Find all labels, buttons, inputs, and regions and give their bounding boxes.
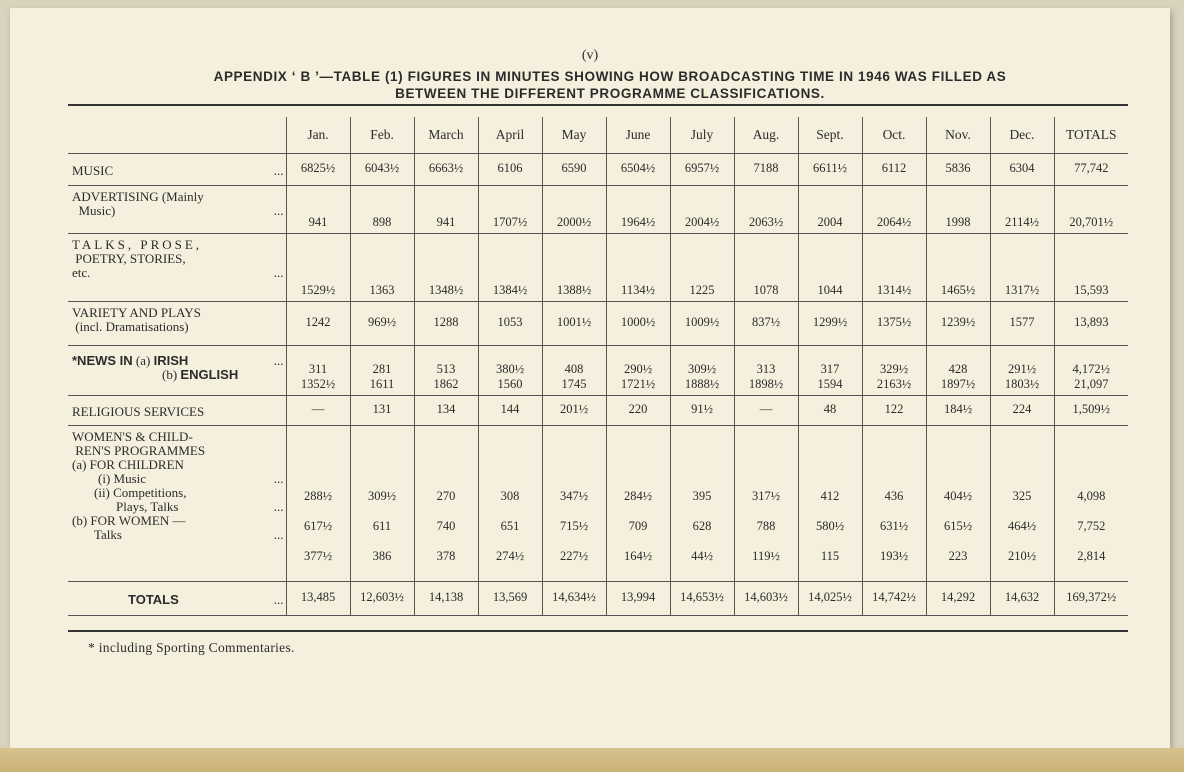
cell-value: 317½: [751, 489, 781, 503]
cell-value: 21,097: [1074, 377, 1109, 391]
cell-value: 308: [500, 489, 520, 503]
table-cell: 1053: [478, 302, 542, 346]
table-cell: —: [734, 396, 798, 426]
table-cell: 14,138: [414, 582, 478, 616]
table-cell: 898: [350, 186, 414, 234]
column-header: Jan.: [286, 117, 350, 154]
cell-value: 329½: [879, 362, 909, 376]
table-cell: 1388½: [542, 234, 606, 302]
table-cell: 837½: [734, 302, 798, 346]
table-cell: 1363: [350, 234, 414, 302]
cell-value: 210½: [1007, 549, 1037, 563]
table-cell: 5836: [926, 154, 990, 186]
table-cell: 134: [414, 396, 478, 426]
cell-value: 1803½: [1004, 377, 1040, 391]
table-cell: 1384½: [478, 234, 542, 302]
cell-value: 464½: [1007, 519, 1037, 533]
table-cell: 1288: [414, 302, 478, 346]
cell-value: 325: [1012, 489, 1032, 503]
table-cell: [606, 426, 670, 582]
table-cell: 20,701½: [1054, 186, 1128, 234]
table-cell: 969½: [350, 302, 414, 346]
table-cell: 91½: [670, 396, 734, 426]
title-line-1: APPENDIX ‘ B ’—TABLE (1) FIGURES IN MINUTES SHOWING HOW BROADCASTING TIME IN 1946 WAS FILLED AS: [213, 69, 1007, 84]
table-cell: 122: [862, 396, 926, 426]
column-header: Sept.: [798, 117, 862, 154]
table-cell: 13,569: [478, 582, 542, 616]
table-cell: 1314½: [862, 234, 926, 302]
row-label: ADVERTISING (Mainly Music) ...: [72, 189, 284, 218]
row-music: [68, 154, 1128, 186]
row-label: VARIETY AND PLAYS (incl. Dramatisations): [72, 305, 201, 334]
table-cell: 14,603½: [734, 582, 798, 616]
table-cell: 1317½: [990, 234, 1054, 302]
table-cell: 14,025½: [798, 582, 862, 616]
table-cell: 1707½: [478, 186, 542, 234]
table-cell: [414, 346, 478, 396]
table-cell: [734, 426, 798, 582]
table-cell: 1134½: [606, 234, 670, 302]
table-cell: 1964½: [606, 186, 670, 234]
cell-value: 1898½: [748, 377, 784, 391]
table-cell: 2004: [798, 186, 862, 234]
cell-value: 284½: [623, 489, 653, 503]
table-cell: [926, 346, 990, 396]
cell-value: 227½: [559, 549, 589, 563]
table-cell: [670, 426, 734, 582]
cell-value: 119½: [752, 549, 780, 563]
row-label: MUSIC ...: [72, 162, 284, 178]
table-cell: 1299½: [798, 302, 862, 346]
table-cell: 1001½: [542, 302, 606, 346]
cell-value: 1352½: [300, 377, 336, 391]
cell-value: 386: [372, 549, 392, 563]
cell-value: 1721½: [620, 377, 656, 391]
table-cell: [350, 426, 414, 582]
table-cell: 6957½: [670, 154, 734, 186]
row-label: TOTALS ...: [128, 591, 284, 607]
header-label-cell: [68, 117, 286, 154]
table-cell: [542, 426, 606, 582]
row-news: [68, 346, 1128, 396]
table-cell: [798, 426, 862, 582]
table-cell: [414, 426, 478, 582]
table-cell: 169,372½: [1054, 582, 1128, 616]
table-cell: 131: [350, 396, 414, 426]
table-cell: 1000½: [606, 302, 670, 346]
footnote: * including Sporting Commentaries.: [88, 640, 295, 655]
table-cell: [862, 346, 926, 396]
table-cell: [862, 426, 926, 582]
binding-edge: [0, 748, 1184, 772]
cell-value: 281: [372, 362, 392, 376]
table-cell: 1044: [798, 234, 862, 302]
table-cell: 1078: [734, 234, 798, 302]
table-cell: 2064½: [862, 186, 926, 234]
table-cell: [1054, 426, 1128, 582]
table-cell: [286, 426, 350, 582]
table-cell: 15,593: [1054, 234, 1128, 302]
table-cell: 184½: [926, 396, 990, 426]
column-header: Feb.: [350, 117, 414, 154]
cell-value: 395: [692, 489, 712, 503]
table-cell: 144: [478, 396, 542, 426]
table-cell: 14,632: [990, 582, 1054, 616]
row-talks: [68, 234, 1128, 302]
cell-value: 44½: [691, 549, 713, 563]
table-cell: [350, 346, 414, 396]
table-cell: 941: [286, 186, 350, 234]
cell-value: 709: [628, 519, 648, 533]
cell-value: 740: [436, 519, 456, 533]
cell-value: 617½: [303, 519, 333, 533]
cell-value: 408: [564, 362, 584, 376]
table-cell: [1054, 346, 1128, 396]
cell-value: 274½: [495, 549, 525, 563]
row-label: WOMEN'S & CHILD- REN'S PROGRAMMES (a) FOR CHILDREN (i) Music ... (ii) Competitions, Plays, Talks ... (b) FOR WOMEN — Talks ...: [72, 429, 284, 542]
table-cell: [286, 346, 350, 396]
column-header: May: [542, 117, 606, 154]
cell-value: 631½: [879, 519, 909, 533]
column-header: Dec.: [990, 117, 1054, 154]
cell-value: 1897½: [940, 377, 976, 391]
column-header: April: [478, 117, 542, 154]
cell-value: 715½: [559, 519, 589, 533]
table-cell: 201½: [542, 396, 606, 426]
cell-value: 223: [948, 549, 968, 563]
table-title: [80, 68, 1140, 102]
table-cell: [670, 346, 734, 396]
cell-value: 317: [820, 362, 840, 376]
table-cell: 1,509½: [1054, 396, 1128, 426]
table-cell: 1998: [926, 186, 990, 234]
broadcast-table: [68, 117, 1128, 616]
table-cell: 1529½: [286, 234, 350, 302]
row-religious: [68, 396, 1128, 426]
table-cell: 6304: [990, 154, 1054, 186]
table-cell: [734, 346, 798, 396]
cell-value: 2,814: [1077, 549, 1106, 563]
table-cell: 2004½: [670, 186, 734, 234]
cell-value: 311: [308, 362, 328, 376]
cell-value: 404½: [943, 489, 973, 503]
column-header: June: [606, 117, 670, 154]
header-row: [68, 117, 1128, 154]
cell-value: 380½: [495, 362, 525, 376]
cell-value: 412: [820, 489, 840, 503]
table-cell: 1465½: [926, 234, 990, 302]
cell-value: 4,098: [1077, 489, 1106, 503]
column-header: July: [670, 117, 734, 154]
column-header: Aug.: [734, 117, 798, 154]
table-cell: 224: [990, 396, 1054, 426]
table-cell: 1009½: [670, 302, 734, 346]
table-cell: —: [286, 396, 350, 426]
table-cell: 1375½: [862, 302, 926, 346]
top-rule: [68, 104, 1128, 106]
row-label: RELIGIOUS SERVICES: [72, 403, 205, 419]
table-cell: 6504½: [606, 154, 670, 186]
table-cell: 13,893: [1054, 302, 1128, 346]
table-cell: [798, 346, 862, 396]
table-cell: 6106: [478, 154, 542, 186]
row-advertising: [68, 186, 1128, 234]
page-number: (v): [581, 48, 599, 63]
table-cell: [606, 346, 670, 396]
row-womens: [68, 426, 1128, 582]
cell-value: 347½: [559, 489, 589, 503]
cell-value: 1888½: [684, 377, 720, 391]
cell-value: 1594: [817, 377, 843, 391]
cell-value: 309½: [687, 362, 717, 376]
table-cell: 2000½: [542, 186, 606, 234]
cell-value: 2163½: [876, 377, 912, 391]
table-cell: 12,603½: [350, 582, 414, 616]
cell-value: 1560: [497, 377, 523, 391]
table-cell: 6663½: [414, 154, 478, 186]
cell-value: 164½: [623, 549, 653, 563]
cell-value: 313: [756, 362, 776, 376]
table-cell: 1239½: [926, 302, 990, 346]
table-cell: 1242: [286, 302, 350, 346]
table-cell: [478, 426, 542, 582]
cell-value: 788: [756, 519, 776, 533]
bottom-rule: [68, 630, 1128, 632]
cell-value: 1745: [561, 377, 587, 391]
cell-value: 291½: [1007, 362, 1037, 376]
table-cell: 2114½: [990, 186, 1054, 234]
table-cell: 6112: [862, 154, 926, 186]
table-cell: 220: [606, 396, 670, 426]
table-cell: 6590: [542, 154, 606, 186]
cell-value: 270: [436, 489, 456, 503]
row-label: TALKS, PROSE, POETRY, STORIES, etc. ...: [72, 237, 284, 280]
cell-value: 288½: [303, 489, 333, 503]
cell-value: 436: [884, 489, 904, 503]
cell-value: 7,752: [1077, 519, 1106, 533]
table-cell: 941: [414, 186, 478, 234]
row-totals: [68, 582, 1128, 616]
cell-value: 193½: [879, 549, 909, 563]
cell-value: 4,172½: [1072, 362, 1110, 376]
table-cell: 48: [798, 396, 862, 426]
cell-value: 115: [820, 549, 840, 563]
cell-value: 377½: [303, 549, 333, 563]
column-header: Oct.: [862, 117, 926, 154]
column-header: TOTALS: [1054, 117, 1128, 154]
table-cell: [542, 346, 606, 396]
table-cell: 7188: [734, 154, 798, 186]
table-cell: 6825½: [286, 154, 350, 186]
cell-value: 651: [500, 519, 520, 533]
title-line-2: BETWEEN THE DIFFERENT PROGRAMME CLASSIFICATIONS.: [395, 86, 825, 101]
cell-value: 615½: [943, 519, 973, 533]
cell-value: 513: [436, 362, 456, 376]
table-cell: 14,742½: [862, 582, 926, 616]
row-variety: [68, 302, 1128, 346]
table-cell: 1225: [670, 234, 734, 302]
table-cell: [990, 426, 1054, 582]
table-cell: 1348½: [414, 234, 478, 302]
cell-value: 428: [948, 362, 968, 376]
cell-value: 1611: [369, 377, 395, 391]
table-cell: 14,653½: [670, 582, 734, 616]
column-header: Nov.: [926, 117, 990, 154]
cell-value: 309½: [367, 489, 397, 503]
cell-value: 580½: [815, 519, 845, 533]
table-cell: [990, 346, 1054, 396]
table-cell: [926, 426, 990, 582]
table-cell: [478, 346, 542, 396]
cell-value: 628: [692, 519, 712, 533]
table-cell: 13,994: [606, 582, 670, 616]
cell-value: 611: [372, 519, 392, 533]
table-cell: 14,292: [926, 582, 990, 616]
table-cell: 2063½: [734, 186, 798, 234]
table-cell: 6611½: [798, 154, 862, 186]
cell-value: 290½: [623, 362, 653, 376]
table-cell: 14,634½: [542, 582, 606, 616]
table-cell: 6043½: [350, 154, 414, 186]
column-header: March: [414, 117, 478, 154]
table-cell: 1577: [990, 302, 1054, 346]
table-cell: 77,742: [1054, 154, 1128, 186]
row-label: *NEWS IN (a) IRISH ... (b) ENGLISH: [72, 353, 284, 382]
cell-value: 378: [436, 549, 456, 563]
cell-value: 1862: [433, 377, 459, 391]
table-cell: 13,485: [286, 582, 350, 616]
